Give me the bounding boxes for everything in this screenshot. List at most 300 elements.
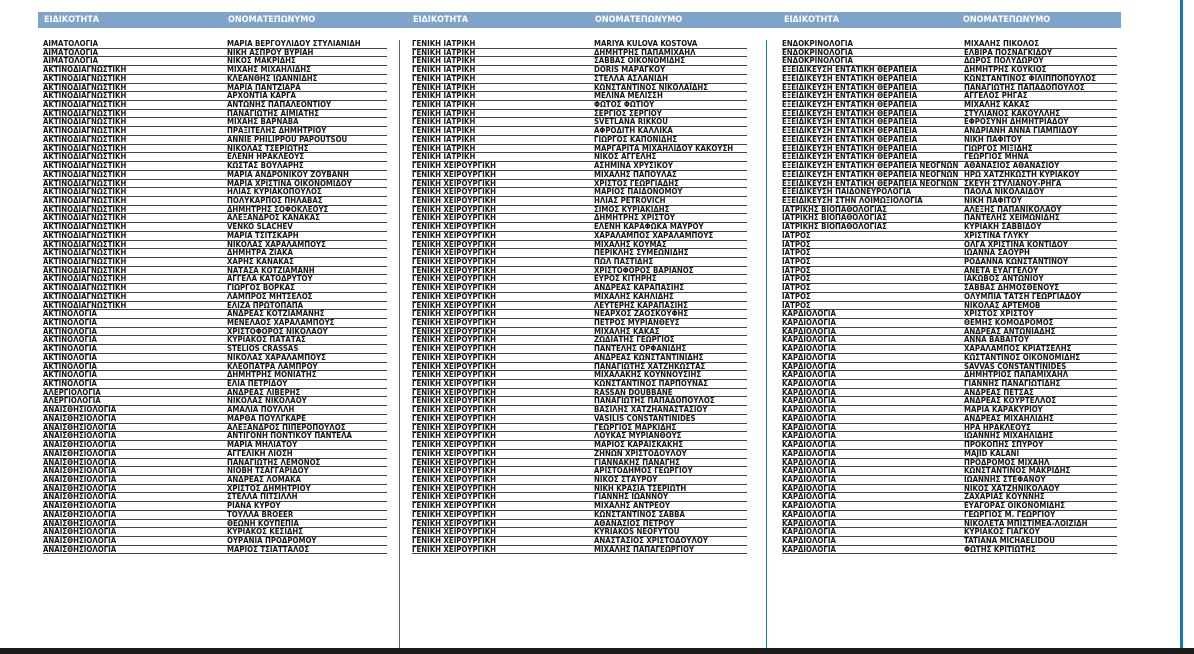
specialty-cell: ΕΞΕΙΔΙΚΕΥΣΗ ΕΝΤΑΤΙΚΗ ΘΕΡΑΠΕΙΑ ΝΕΟΓΝΩΝ xyxy=(782,169,959,179)
specialty-cell: ΙΑΤΡΟΣ xyxy=(782,239,811,249)
specialty-cell: ΙΑΤΡΟΣ xyxy=(782,274,811,284)
table-column-3 xyxy=(766,40,1121,654)
name-cell: ΑΛΕΞΑΝΔΡΟΣ ΠΙΠΕΡΟΠΟΥΛΟΣ xyxy=(227,422,346,432)
specialty-cell: ΓΕΝΙΚΗ ΧΕΙΡΟΥΡΓΙΚΗ xyxy=(412,195,497,205)
name-cell: ΚΩΝΣΤΑΝΤΙΝΟΣ ΦΙΛΙΠΠΟΠΟΥΛΟΣ xyxy=(964,73,1097,83)
name-cell: ΙΩΑΝΝΑ ΣΑΟΥΡΗ xyxy=(964,248,1030,258)
specialty-cell: ΓΕΝΙΚΗ ΙΑΤΡΙΚΗ xyxy=(412,134,476,144)
specialty-cell: ΚΑΡΔΙΟΛΟΓΙΑ xyxy=(782,518,836,528)
name-cell: ΧΑΡΗΣ ΚΑΝΑΚΑΣ xyxy=(227,256,294,266)
specialty-cell: ΑΚΤΙΝΟΛΟΓΙΑ xyxy=(43,344,97,354)
specialty-cell: ΓΕΝΙΚΗ ΧΕΙΡΟΥΡΓΙΚΗ xyxy=(412,527,497,537)
specialty-cell: ΑΛΕΡΓΙΟΛΟΓΙΑ xyxy=(43,396,101,406)
specialty-cell: ΓΕΝΙΚΗ ΧΕΙΡΟΥΡΓΙΚΗ xyxy=(412,265,497,275)
specialty-cell: ΑΝΑΙΣΘΗΣΙΟΛΟΓΙΑ xyxy=(43,440,117,450)
specialty-cell: ΓΕΝΙΚΗ ΧΕΙΡΟΥΡΓΙΚΗ xyxy=(412,274,497,284)
name-cell: RASSAN DOUBBANE xyxy=(594,387,673,397)
specialty-cell: ΚΑΡΔΙΟΛΟΓΙΑ xyxy=(782,431,836,441)
name-cell: ΓΙΑΝΝΗΣ ΙΩΑΝΝΟΥ xyxy=(594,492,669,502)
specialty-cell: ΓΕΝΙΚΗ ΙΑΤΡΙΚΗ xyxy=(412,152,476,162)
specialty-cell: ΓΕΝΙΚΗ ΙΑΤΡΙΚΗ xyxy=(412,100,476,110)
specialty-cell: ΑΝΑΙΣΘΗΣΙΟΛΟΓΙΑ xyxy=(43,535,117,545)
name-cell: ANNIE PHILIPPOU PAPOUTSOU xyxy=(227,134,348,144)
name-cell: ΜΙΧΑΛΗΣ ΠΙΚΟΛΟΣ xyxy=(964,40,1040,48)
specialty-cell: ΓΕΝΙΚΗ ΧΕΙΡΟΥΡΓΙΚΗ xyxy=(412,370,497,380)
specialty-cell: ΚΑΡΔΙΟΛΟΓΙΑ xyxy=(782,370,836,380)
specialty-cell: ΓΕΝΙΚΗ ΧΕΙΡΟΥΡΓΙΚΗ xyxy=(412,431,497,441)
specialty-cell: ΑΚΤΙΝΟΔΙΑΓΝΩΣΤΙΚΗ xyxy=(43,291,127,301)
specialty-cell: ΓΕΝΙΚΗ ΧΕΙΡΟΥΡΓΙΚΗ xyxy=(412,352,497,362)
name-cell: STELIOS CRASSAS xyxy=(227,344,299,354)
name-cell: ΣΚΕΥΗ ΣΤΥΛΙΑΝΟΥ-ΡΗΓΑ xyxy=(964,178,1062,188)
specialty-cell: ΑΚΤΙΝΟΛΟΓΙΑ xyxy=(43,326,97,336)
specialty-cell: ΑΝΑΙΣΘΗΣΙΟΛΟΓΙΑ xyxy=(43,431,117,441)
name-cell: ΜΙΧΑΛΗΣ ΚΟΥΜΑΣ xyxy=(594,239,667,249)
specialty-cell: ΓΕΝΙΚΗ ΧΕΙΡΟΥΡΓΙΚΗ xyxy=(412,169,497,179)
name-cell: ΜΑΡΙΟΣ ΤΣΙΑΤΤΑΛΟΣ xyxy=(227,544,310,554)
name-cell: ΠΡΑΞΙΤΕΛΗΣ ΔΗΜΗΤΡΙΟΥ xyxy=(227,126,327,136)
specialty-cell: ΕΞΕΙΔΙΚΕΥΣΗ ΕΝΤΑΤΙΚΗ ΘΕΡΑΠΕΙΑ xyxy=(782,91,918,101)
name-cell: ΙΩΑΝΝΗΣ ΣΤΕΦΑΝΟΥ xyxy=(964,474,1046,484)
name-cell: ΓΙΑΝΝΗΣ ΠΑΝΑΓΙΩΤΙΔΗΣ xyxy=(964,379,1061,389)
name-cell: ΡΙΑΝΑ ΚΥΡΟΥ xyxy=(227,501,281,511)
name-cell: ΠΑΝΑΓΙΩΤΗΣ ΠΑΠΑΔΟΠΟΥΛΟΣ xyxy=(964,82,1085,92)
name-cell: ΠΡΟΔΡΟΜΟΣ ΜΙΧΑΗΛ xyxy=(964,457,1050,467)
specialty-cell: ΚΑΡΔΙΟΛΟΓΙΑ xyxy=(782,361,836,371)
name-cell: ΣΑΒΒΑΣ ΔΗΜΟΣΘΕΝΟΥΣ xyxy=(964,283,1060,293)
name-cell: ΑΝΤΙΓΟΝΗ ΠΟΝΤΙΚΟΥ ΠΑΝΤΕΛΑ xyxy=(227,431,352,441)
name-cell: ΙΑΚΩΒΟΣ ΑΝΤΩΝΙΟΥ xyxy=(964,274,1044,284)
specialty-cell: ΕΞΕΙΔΙΚΕΥΣΗ ΕΝΤΑΤΙΚΗ ΘΕΡΑΠΕΙΑ xyxy=(782,143,918,153)
name-cell: ΜΑΡΙΑ ΠΑΝΤΖΙΑΡΑ xyxy=(227,82,301,92)
specialty-cell: ΕΞΕΙΔΙΚΕΥΣΗ ΕΝΤΑΤΙΚΗ ΘΕΡΑΠΕΙΑ xyxy=(782,65,918,75)
name-cell: ΑΓΓΕΛΙΚΗ ΛΙΟΣΗ xyxy=(227,448,293,458)
specialty-cell: ΚΑΡΔΙΟΛΟΓΙΑ xyxy=(782,396,836,406)
specialty-cell: ΕΝΔΟΚΡΙΝΟΛΟΓΙΑ xyxy=(782,47,853,57)
name-cell: ΧΡΙΣΤΟΦΟΡΟΣ ΝΙΚΟΛΑΟΥ xyxy=(227,326,328,336)
name-cell: ΔΗΜΗΤΡΗΣ ΚΟΥΚΙΟΣ xyxy=(964,65,1047,75)
name-cell: ΠΡΟΚΟΠΗΣ ΣΠΥΡΟΥ xyxy=(964,440,1044,450)
specialty-cell: ΚΑΡΔΙΟΛΟΓΙΑ xyxy=(782,501,836,511)
name-cell: ΔΗΜΗΤΡΗΣ ΧΡΙΣΤΟΥ xyxy=(594,213,675,223)
header-specialty-3: ΕΙΔΙΚΟΤΗΤΑ xyxy=(784,15,840,25)
name-cell: ΜΑΡΙΑ ΧΡΙΣΤΙΝΑ ΟΙΚΟΝΟΜΙΔΟΥ xyxy=(227,178,352,188)
specialty-cell: ΓΕΝΙΚΗ ΧΕΙΡΟΥΡΓΙΚΗ xyxy=(412,379,497,389)
name-cell: ΖΑΧΑΡΙΑΣ ΚΟΥΝΝΗΣ xyxy=(964,492,1045,502)
specialty-cell: ΑΝΑΙΣΘΗΣΙΟΛΟΓΙΑ xyxy=(43,527,117,537)
name-cell: ΑΛΕΞΑΝΔΡΟΣ ΚΑΝΑΚΑΣ xyxy=(227,213,320,223)
name-cell: TATIANA MICHAELIDOU xyxy=(964,535,1055,545)
name-cell: ΑΝΑΣΤΑΣΙΟΣ ΧΡΙΣΤΟΔΟΥΛΟΥ xyxy=(594,535,708,545)
specialty-cell: ΚΑΡΔΙΟΛΟΓΙΑ xyxy=(782,413,836,423)
name-cell: ΑΝΔΡΕΑΣ ΚΟΤΖΙΑΜΑΝΗΣ xyxy=(227,309,325,319)
specialty-cell: ΙΑΤΡΟΣ xyxy=(782,300,811,310)
name-cell: ΑΝΔΡΕΑΣ ΚΑΡΑΠΑΣΙΗΣ xyxy=(594,283,685,293)
specialty-cell: ΑΚΤΙΝΟΔΙΑΓΝΩΣΤΙΚΗ xyxy=(43,100,127,110)
name-cell: MARIYA KULOVA KOSTOVA xyxy=(594,40,698,48)
specialty-cell: ΓΕΝΙΚΗ ΙΑΤΡΙΚΗ xyxy=(412,40,476,48)
specialty-cell: ΓΕΝΙΚΗ ΧΕΙΡΟΥΡΓΙΚΗ xyxy=(412,361,497,371)
specialty-cell: ΚΑΡΔΙΟΛΟΓΙΑ xyxy=(782,318,836,327)
specialty-cell: ΓΕΝΙΚΗ ΧΕΙΡΟΥΡΓΙΚΗ xyxy=(412,440,497,450)
specialty-cell: ΚΑΡΔΙΟΛΟΓΙΑ xyxy=(782,483,836,493)
specialty-cell: ΓΕΝΙΚΗ ΧΕΙΡΟΥΡΓΙΚΗ xyxy=(412,483,497,493)
specialty-cell: ΙΑΤΡΙΚΗΣ ΒΙΟΠΑΘΟΛΟΓΙΑΣ xyxy=(782,222,887,232)
name-cell: KYRIAKOS NEOFYTOU xyxy=(594,527,680,537)
table-row xyxy=(782,223,1117,232)
name-cell: MAJID KALANI xyxy=(964,448,1020,458)
name-cell: ΚΩΣΤΑΣ ΒΟΥΛΑΡΗΣ xyxy=(227,161,304,171)
name-cell: ΜΑΡΙΑ ΜΗΛΙΑΤΟΥ xyxy=(227,440,298,450)
specialty-cell: ΓΕΝΙΚΗ ΧΕΙΡΟΥΡΓΙΚΗ xyxy=(412,457,497,467)
name-cell: ΗΛΙΑΣ ΚΥΡΙΑΚΟΠΟΥΛΟΣ xyxy=(227,187,322,197)
specialty-cell: ΑΝΑΙΣΘΗΣΙΟΛΟΓΙΑ xyxy=(43,501,117,511)
specialty-cell: ΓΕΝΙΚΗ ΧΕΙΡΟΥΡΓΙΚΗ xyxy=(412,222,497,232)
name-cell: ΠΑΝΑΓΙΩΤΗΣ ΧΑΤΖΗΚΩΣΤΑΣ xyxy=(594,361,706,371)
name-cell: ΜΙΧΑΛΗΣ ΚΑΚΑΣ xyxy=(964,100,1030,110)
name-cell: ΖΗΝΩΝ ΧΡΙΣΤΟΔΟΥΛΟΥ xyxy=(594,448,687,458)
specialty-cell: ΓΕΝΙΚΗ ΧΕΙΡΟΥΡΓΙΚΗ xyxy=(412,344,497,354)
name-cell: ΚΩΝΣΤΑΝΤΙΝΟΣ ΝΙΚΟΛΑΪΔΗΣ xyxy=(594,82,709,92)
name-cell: ΧΑΡΑΛΑΜΠΟΣ ΧΑΡΑΛΑΜΠΟΥΣ xyxy=(594,230,714,240)
specialty-cell: ΓΕΝΙΚΗ ΧΕΙΡΟΥΡΓΙΚΗ xyxy=(412,300,497,310)
specialty-cell: ΑΚΤΙΝΟΔΙΑΓΝΩΣΤΙΚΗ xyxy=(43,256,127,266)
specialty-cell: ΑΚΤΙΝΟΔΙΑΓΝΩΣΤΙΚΗ xyxy=(43,239,127,249)
table-row xyxy=(782,275,1117,284)
specialty-cell: ΚΑΡΔΙΟΛΟΓΙΑ xyxy=(782,326,836,336)
specialty-cell: ΚΑΡΔΙΟΛΟΓΙΑ xyxy=(782,544,836,554)
table-header xyxy=(38,12,1121,28)
specialty-cell: ΑΚΤΙΝΟΔΙΑΓΝΩΣΤΙΚΗ xyxy=(43,65,127,75)
name-cell: ΚΥΡΙΑΚΟΣ ΓΙΑΓΚΟΥ xyxy=(964,527,1040,537)
specialty-cell: ΑΝΑΙΣΘΗΣΙΟΛΟΓΙΑ xyxy=(43,422,117,432)
name-cell: ΑΝΝΑ ΒΑΒΑΙΤΟΥ xyxy=(964,335,1030,345)
specialty-cell: ΑΚΤΙΝΟΔΙΑΓΝΩΣΤΙΚΗ xyxy=(43,117,127,127)
name-cell: ΚΩΝΣΤΑΝΤΙΝΟΣ ΜΑΚΡΙΔΗΣ xyxy=(964,466,1071,476)
specialty-cell: ΚΑΡΔΙΟΛΟΓΙΑ xyxy=(782,474,836,484)
name-cell: ΛΕΥΤΕΡΗΣ ΚΑΡΑΠΑΣΙΗΣ xyxy=(594,300,688,310)
name-cell: ΗΡΑ ΗΡΑΚΛΕΟΥΣ xyxy=(964,422,1031,432)
specialty-cell: ΕΞΕΙΔΙΚΕΥΣΗ ΕΝΤΑΤΙΚΗ ΘΕΡΑΠΕΙΑ xyxy=(782,82,918,92)
name-cell: VENKO SLACHEV xyxy=(227,222,293,232)
header-specialty-2: ΕΙΔΙΚΟΤΗΤΑ xyxy=(413,15,469,25)
name-cell: ΝΙΚΟΛΑΣ ΧΑΡΑΛΑΜΠΟΥΣ xyxy=(227,239,326,249)
name-cell: ΖΩΔΙΑΤΗΣ ΓΕΩΡΓΙΟΣ xyxy=(594,335,675,345)
specialty-cell: ΑΚΤΙΝΟΛΟΓΙΑ xyxy=(43,335,97,345)
specialty-cell: ΓΕΝΙΚΗ ΧΕΙΡΟΥΡΓΙΚΗ xyxy=(412,213,497,223)
specialty-cell: ΑΚΤΙΝΟΔΙΑΓΝΩΣΤΙΚΗ xyxy=(43,143,127,153)
specialty-cell: ΑΚΤΙΝΟΔΙΑΓΝΩΣΤΙΚΗ xyxy=(43,73,127,83)
specialty-cell: ΑΝΑΙΣΘΗΣΙΟΛΟΓΙΑ xyxy=(43,405,117,415)
specialty-cell: ΑΝΑΙΣΘΗΣΙΟΛΟΓΙΑ xyxy=(43,492,117,502)
header-name-2: ΟΝΟΜΑΤΕΠΩΝΥΜΟ xyxy=(595,15,683,25)
specialty-cell: ΑΝΑΙΣΘΗΣΙΟΛΟΓΙΑ xyxy=(43,509,117,519)
name-cell: ΕΛΙΑ ΠΕΤΡΙΔΟΥ xyxy=(227,379,288,389)
specialty-cell: ΚΑΡΔΙΟΛΟΓΙΑ xyxy=(782,422,836,432)
name-cell: ΧΡΙΣΤΟΣ ΔΗΜΗΤΡΙΟΥ xyxy=(227,483,311,493)
name-cell: ΑΜΑΛΙΑ ΠΟΥΛΛΗ xyxy=(227,405,295,415)
specialty-cell: ΕΞΕΙΔΙΚΕΥΣΗ ΕΝΤΑΤΙΚΗ ΘΕΡΑΠΕΙΑ xyxy=(782,126,918,136)
name-cell: ΚΥΡΙΑΚΗ ΣΑΒΒΙΔΟΥ xyxy=(964,222,1042,232)
name-cell: ΑΝΔΡΕΑΣ ΚΟΥΡΤΕΛΛΟΣ xyxy=(964,396,1057,406)
specialty-cell: ΓΕΝΙΚΗ ΧΕΙΡΟΥΡΓΙΚΗ xyxy=(412,187,497,197)
table-row xyxy=(782,241,1117,250)
specialty-cell: ΓΕΝΙΚΗ ΙΑΤΡΙΚΗ xyxy=(412,91,476,101)
bottom-edge xyxy=(0,648,1194,654)
name-cell: ΑΓΓΕΛΟΣ ΡΗΓΑΣ xyxy=(964,91,1028,101)
specialty-cell: ΑΝΑΙΣΘΗΣΙΟΛΟΓΙΑ xyxy=(43,544,117,554)
name-cell: ΧΡΙΣΤΙΝΑ ΓΛΥΚΥ xyxy=(964,230,1029,240)
specialty-cell: ΑΚΤΙΝΟΔΙΑΓΝΩΣΤΙΚΗ xyxy=(43,82,127,92)
name-cell: ΧΑΡΑΛΑΜΠΟΣ ΚΡΙΑΤΣΕΛΗΣ xyxy=(964,344,1072,354)
name-cell: ΠΟΛΥΚΑΡΠΟΣ ΠΗΛΑΒΑΣ xyxy=(227,195,323,205)
name-cell: ΑΦΡΟΔΙΤΗ ΚΑΛΛΙΚΑ xyxy=(594,126,673,136)
specialty-cell: ΚΑΡΔΙΟΛΟΓΙΑ xyxy=(782,335,836,345)
name-cell: ΕΛΕΝΗ ΗΡΑΚΛΕΟΥΣ xyxy=(227,152,305,162)
name-cell: ΑΡΧΟΝΤΙΑ ΚΑΡΓΑ xyxy=(227,91,296,101)
header-specialty-1: ΕΙΔΙΚΟΤΗΤΑ xyxy=(44,15,100,25)
name-cell: ΣΙΜΟΣ ΚΥΡΙΑΚΙΔΗΣ xyxy=(594,204,670,214)
specialty-cell: ΓΕΝΙΚΗ ΧΕΙΡΟΥΡΓΙΚΗ xyxy=(412,318,497,327)
name-cell: ΣΑΒΒΑΣ ΟΙΚΟΝΟΜΙΔΗΣ xyxy=(594,56,686,66)
specialty-cell: ΚΑΡΔΙΟΛΟΓΙΑ xyxy=(782,309,836,319)
specialty-cell: ΙΑΤΡΟΣ xyxy=(782,256,811,266)
specialty-cell: ΑΙΜΑΤΟΛΟΓΙΑ xyxy=(43,40,99,48)
specialty-cell: ΚΑΡΔΙΟΛΟΓΙΑ xyxy=(782,466,836,476)
specialty-cell: ΚΑΡΔΙΟΛΟΓΙΑ xyxy=(782,457,836,467)
specialty-cell: ΑΚΤΙΝΟΛΟΓΙΑ xyxy=(43,352,97,362)
specialty-cell: ΙΑΤΡΟΣ xyxy=(782,265,811,275)
name-cell: ΝΙΚΟΣ ΜΑΚΡΙΔΗΣ xyxy=(227,56,296,66)
specialty-cell: ΚΑΡΔΙΟΛΟΓΙΑ xyxy=(782,527,836,537)
name-cell: ΜΑΡΙΑ ΒΕΡΓΟΥΛΙΔΟΥ ΣΤΥΛΙΑΝΙΔΗ xyxy=(227,40,361,48)
name-cell: ΜΑΡΙΑ ΑΝΔΡΟΝΙΚΟΥ ΖΟΥΒΑΝΗ xyxy=(227,169,349,179)
name-cell: ΑΝΔΡΕΑΣ ΑΝΤΩΝΙΑΔΗΣ xyxy=(964,326,1056,336)
specialty-cell: ΚΑΡΔΙΟΛΟΓΙΑ xyxy=(782,405,836,415)
name-cell: ΦΩΤΗΣ ΚΡΙΤΙΩΤΗΣ xyxy=(964,544,1036,554)
name-cell: ΜΑΡΓΑΡΙΤΑ ΜΙΧΑΗΛΙΔΟΥ ΚΑΚΟΥΣΗ xyxy=(594,143,734,153)
name-cell: ΚΛΕΑΝΘΗΣ ΙΩΑΝΝΙΔΗΣ xyxy=(227,73,318,83)
specialty-cell: ΓΕΝΙΚΗ ΧΕΙΡΟΥΡΓΙΚΗ xyxy=(412,466,497,476)
name-cell: ΝΙΚΗ ΚΡΑΣΙΑ ΤΣΕΡΙΩΤΗ xyxy=(594,483,687,493)
left-margin xyxy=(0,0,14,654)
table-column-1 xyxy=(43,40,387,654)
specialty-cell: ΓΕΝΙΚΗ ΙΑΤΡΙΚΗ xyxy=(412,73,476,83)
name-cell: ΠΩΛ ΠΑΣΤΙΔΗΣ xyxy=(594,256,654,266)
name-cell: ΑΣΗΜΙΝΑ ΧΡΥΣΙΚΟΥ xyxy=(594,161,673,171)
specialty-cell: ΑΛΕΡΓΙΟΛΟΓΙΑ xyxy=(43,387,101,397)
specialty-cell: ΓΕΝΙΚΗ ΧΕΙΡΟΥΡΓΙΚΗ xyxy=(412,535,497,545)
specialty-cell: ΓΕΝΙΚΗ ΙΑΤΡΙΚΗ xyxy=(412,143,476,153)
specialty-cell: ΑΝΑΙΣΘΗΣΙΟΛΟΓΙΑ xyxy=(43,413,117,423)
name-cell: ΑΝΔΡΙΑΝΗ ΑΝΝΑ ΓΙΑΜΠΙΔΟΥ xyxy=(964,126,1078,136)
name-cell: ΟΛΓΑ ΧΡΙΣΤΙΝΑ ΚΟΝΤΙΔΟΥ xyxy=(964,239,1068,249)
name-cell: ΝΙΚΗ ΠΑΦΙΤΟΥ xyxy=(964,134,1022,144)
name-cell: ΕΛΒΙΡΑ ΠΟΣΝΑΓΚΙΔΟΥ xyxy=(964,47,1053,57)
specialty-cell: ΑΚΤΙΝΟΔΙΑΓΝΩΣΤΙΚΗ xyxy=(43,248,127,258)
specialty-cell: ΓΕΝΙΚΗ ΧΕΙΡΟΥΡΓΙΚΗ xyxy=(412,448,497,458)
specialty-cell: ΓΕΝΙΚΗ ΧΕΙΡΟΥΡΓΙΚΗ xyxy=(412,509,497,519)
specialty-cell: ΚΑΡΔΙΟΛΟΓΙΑ xyxy=(782,352,836,362)
name-cell: ΝΙΚΟΛΕΤΑ ΜΠΙΣΤΙΜΕΑ-ΛΟΙΖΙΔΗ xyxy=(964,518,1088,528)
name-cell: ΚΩΝΣΤΑΝΤΙΝΟΣ ΠΑΡΠΟΥΝΑΣ xyxy=(594,379,709,389)
name-cell: ΧΡΙΣΤΟΣ ΧΡΙΣΤΟΥ xyxy=(964,309,1034,319)
name-cell: ΝΙΚΟΣ ΑΓΓΕΛΗΣ xyxy=(594,152,657,162)
name-cell: SVETLANA RIKKOU xyxy=(594,117,668,127)
header-name-3: ΟΝΟΜΑΤΕΠΩΝΥΜΟ xyxy=(963,15,1051,25)
name-cell: ΑΘΑΝΑΣΙΟΣ ΑΘΑΝΑΣΙΟΥ xyxy=(964,161,1060,171)
name-cell: ΚΥΡΙΑΚΟΣ ΠΑΤΑΤΑΣ xyxy=(227,335,306,345)
specialty-cell: ΑΝΑΙΣΘΗΣΙΟΛΟΓΙΑ xyxy=(43,474,117,484)
specialty-cell: ΓΕΝΙΚΗ ΧΕΙΡΟΥΡΓΙΚΗ xyxy=(412,248,497,258)
specialty-cell: ΓΕΝΙΚΗ ΙΑΤΡΙΚΗ xyxy=(412,126,476,136)
specialty-cell: ΚΑΡΔΙΟΛΟΓΙΑ xyxy=(782,387,836,397)
name-cell: ΓΙΩΡΓΟΣ ΜΙΞΙΔΗΣ xyxy=(964,143,1033,153)
specialty-cell: ΑΙΜΑΤΟΛΟΓΙΑ xyxy=(43,47,99,57)
specialty-cell: ΓΕΝΙΚΗ ΧΕΙΡΟΥΡΓΙΚΗ xyxy=(412,239,497,249)
specialty-cell: ΑΚΤΙΝΟΔΙΑΓΝΩΣΤΙΚΗ xyxy=(43,187,127,197)
specialty-cell: ΚΑΡΔΙΟΛΟΓΙΑ xyxy=(782,344,836,354)
name-cell: ΚΛΕΟΠΑΤΡΑ ΛΑΜΠΡΟΥ xyxy=(227,361,318,371)
name-cell: ΜΙΧΑΗΣ ΜΙΧΑΗΛΙΔΗΣ xyxy=(227,65,311,75)
specialty-cell: ΓΕΝΙΚΗ ΙΑΤΡΙΚΗ xyxy=(412,82,476,92)
name-cell: ΔΗΜΗΤΡΗΣ ΣΟΦΟΚΛΕΟΥΣ xyxy=(227,204,329,214)
name-cell: ΤΟΥΛΛΑ BROEER xyxy=(227,509,294,519)
specialty-cell: ΑΚΤΙΝΟΛΟΓΙΑ xyxy=(43,309,97,319)
specialty-cell: ΕΞΕΙΔΙΚΕΥΣΗ ΕΝΤΑΤΙΚΗ ΘΕΡΑΠΕΙΑ ΝΕΟΓΝΩΝ xyxy=(782,178,959,188)
name-cell: ΠΑΝΑΓΙΩΤΗΣ ΛΕΜΟΝΟΣ xyxy=(227,457,321,467)
specialty-cell: ΕΞΕΙΔΙΚΕΥΣΗ ΠΑΙΔΟΝΕΥΡΟΛΟΓΙΑ xyxy=(782,187,912,197)
specialty-cell: ΓΕΝΙΚΗ ΧΕΙΡΟΥΡΓΙΚΗ xyxy=(412,501,497,511)
specialty-cell: ΚΑΡΔΙΟΛΟΓΙΑ xyxy=(782,379,836,389)
specialty-cell: ΓΕΝΙΚΗ ΙΑΤΡΙΚΗ xyxy=(412,47,476,57)
name-cell: ΠΑΝΑΓΙΩΤΗΣ ΑΙΜΙΑΤΗΣ xyxy=(227,108,320,118)
specialty-cell: ΑΝΑΙΣΘΗΣΙΟΛΟΓΙΑ xyxy=(43,518,117,528)
specialty-cell: ΑΚΤΙΝΟΔΙΑΓΝΩΣΤΙΚΗ xyxy=(43,300,127,310)
specialty-cell: ΑΚΤΙΝΟΛΟΓΙΑ xyxy=(43,370,97,380)
name-cell: ΜΙΧΑΛΑΚΗΣ ΚΟΥΝΝΟΥΣΙΗΣ xyxy=(594,370,702,380)
name-cell: VASILIS CONSTANTINIDES xyxy=(594,413,696,423)
name-cell: ΝΙΚΗ ΠΑΦΙΤΟΥ xyxy=(964,195,1022,205)
name-cell: ΠΕΤΡΟΣ ΜΥΡΙΑΝΘΕΥΣ xyxy=(594,318,680,327)
name-cell: ΠΕΡΙΚΛΗΣ ΣΥΜΕΩΝΙΔΗΣ xyxy=(594,248,689,258)
document-page xyxy=(38,12,1121,654)
name-cell: ΑΝΔΡΕΑΣ ΛΟΜΑΚΑ xyxy=(227,474,301,484)
name-cell: ΦΩΤΟΣ ΦΩΤΙΟΥ xyxy=(594,100,655,110)
specialty-cell: ΑΚΤΙΝΟΔΙΑΓΝΩΣΤΙΚΗ xyxy=(43,195,127,205)
name-cell: ΝΙΚΟΣ ΣΤΑΥΡΟΥ xyxy=(594,474,658,484)
specialty-cell: ΚΑΡΔΙΟΛΟΓΙΑ xyxy=(782,535,836,545)
specialty-cell: ΑΚΤΙΝΟΔΙΑΓΝΩΣΤΙΚΗ xyxy=(43,230,127,240)
name-cell: ΕΛΙΖΑ ΠΡΩΤΟΠΑΠΑ xyxy=(227,300,304,310)
name-cell: ΝΑΤΑΣΑ ΚΟΤΖΙΑΜΑΝΗ xyxy=(227,265,315,275)
specialty-cell: ΑΝΑΙΣΘΗΣΙΟΛΟΓΙΑ xyxy=(43,483,117,493)
specialty-cell: ΓΕΝΙΚΗ ΧΕΙΡΟΥΡΓΙΚΗ xyxy=(412,291,497,301)
specialty-cell: ΚΑΡΔΙΟΛΟΓΙΑ xyxy=(782,440,836,450)
specialty-cell: ΑΚΤΙΝΟΔΙΑΓΝΩΣΤΙΚΗ xyxy=(43,274,127,284)
specialty-cell: ΓΕΝΙΚΗ ΧΕΙΡΟΥΡΓΙΚΗ xyxy=(412,256,497,266)
name-cell: ΑΛΕΞΗΣ ΠΑΠΑΝΙΚΟΛΑΟΥ xyxy=(964,204,1062,214)
name-cell: ΗΛΙΑΣ PETROVICH xyxy=(594,195,666,205)
name-cell: ΑΝΔΡΕΑΣ ΛΙΒΕΡΗΣ xyxy=(227,387,301,397)
name-cell: ΔΗΜΗΤΡΙΟΣ ΠΑΠΑΜΙΧΑΗΛ xyxy=(964,370,1069,380)
name-cell: ΣΤΕΛΛΑ ΠΙΤΣΙΛΛΗ xyxy=(227,492,298,502)
name-cell: ΑΝΤΩΝΗΣ ΠΑΠΑΛΕΟΝΤΙΟΥ xyxy=(227,100,332,110)
name-cell: ΝΙΚΟΛΑΣ ΝΙΚΟΛΑΟΥ xyxy=(227,396,307,406)
name-cell: ΜΑΡΙΟΣ ΠΑΙΔΟΝΟΜΟΥ xyxy=(594,187,683,197)
specialty-cell: ΓΕΝΙΚΗ ΙΑΤΡΙΚΗ xyxy=(412,56,476,66)
specialty-cell: ΙΑΤΡΟΣ xyxy=(782,291,811,301)
name-cell: DORIS ΜΑΡΑΓΚΟΥ xyxy=(594,65,666,75)
specialty-cell: ΕΞΕΙΔΙΚΕΥΣΗ ΕΝΤΑΤΙΚΗ ΘΕΡΑΠΕΙΑ xyxy=(782,117,918,127)
specialty-cell: ΓΕΝΙΚΗ ΧΕΙΡΟΥΡΓΙΚΗ xyxy=(412,309,497,319)
specialty-cell: ΓΕΝΙΚΗ ΧΕΙΡΟΥΡΓΙΚΗ xyxy=(412,178,497,188)
specialty-cell: ΓΕΝΙΚΗ ΙΑΤΡΙΚΗ xyxy=(412,117,476,127)
name-cell: ΠΑΟΛΑ ΝΙΚΟΛΑΙΔΟΥ xyxy=(964,187,1045,197)
name-cell: ΜΑΡΙΟΣ ΚΑΡΑΙΣΚΑΚΗΣ xyxy=(594,440,684,450)
table-row xyxy=(412,546,747,555)
name-cell: ΡΟΔΑΝΝΑ ΚΩΝΣΤΑΝΤΙΝΟΥ xyxy=(964,256,1069,266)
specialty-cell: ΑΚΤΙΝΟΔΙΑΓΝΩΣΤΙΚΗ xyxy=(43,152,127,162)
table-column-2 xyxy=(399,40,755,654)
specialty-cell: ΑΚΤΙΝΟΔΙΑΓΝΩΣΤΙΚΗ xyxy=(43,265,127,275)
specialty-cell: ΑΝΑΙΣΘΗΣΙΟΛΟΓΙΑ xyxy=(43,448,117,458)
specialty-cell: ΓΕΝΙΚΗ ΧΕΙΡΟΥΡΓΙΚΗ xyxy=(412,283,497,293)
specialty-cell: ΓΕΝΙΚΗ ΧΕΙΡΟΥΡΓΙΚΗ xyxy=(412,544,497,554)
name-cell: ΣΤΕΛΛΑ ΑΣΛΑΝΙΔΗ xyxy=(594,73,668,83)
table-row xyxy=(782,546,1117,555)
specialty-cell: ΑΚΤΙΝΟΔΙΑΓΝΩΣΤΙΚΗ xyxy=(43,178,127,188)
name-cell: ΑΓΓΕΛΑ ΚΑΤΟΔΡΥΤΟΥ xyxy=(227,274,313,284)
specialty-cell: ΕΞΕΙΔΙΚΕΥΣΗ ΕΝΤΑΤΙΚΗ ΘΕΡΑΠΕΙΑ xyxy=(782,73,918,83)
name-cell: ΜΕΝΕΛΑΟΣ ΧΑΡΑΛΑΜΠΟΥΣ xyxy=(227,318,335,327)
table-row xyxy=(43,546,387,555)
specialty-cell: ΕΞΕΙΔΙΚΕΥΣΗ ΕΝΤΑΤΙΚΗ ΘΕΡΑΠΕΙΑ xyxy=(782,108,918,118)
header-name-1: ΟΝΟΜΑΤΕΠΩΝΥΜΟ xyxy=(228,15,316,25)
name-cell: ΝΙΟΒΗ ΤΣΑΓΓΑΡΙΔΟΥ xyxy=(227,466,309,476)
name-cell: ΓΙΑΝΝΑΚΗΣ ΠΑΝΑΓΗΣ xyxy=(594,457,680,467)
specialty-cell: ΕΞΕΙΔΙΚΕΥΣΗ ΣΤΗΝ ΛΟΙΜΩΞΙΟΛΟΓΙΑ xyxy=(782,195,923,205)
name-cell: ΕΦΡΟΣΥΝΗ ΔΗΜΗΤΡΙΑΔΟΥ xyxy=(964,117,1069,127)
specialty-cell: ΙΑΤΡΙΚΗΣ ΒΙΟΠΑΘΟΛΟΓΙΑΣ xyxy=(782,204,887,214)
specialty-cell: ΓΕΝΙΚΗ ΧΕΙΡΟΥΡΓΙΚΗ xyxy=(412,396,497,406)
specialty-cell: ΕΞΕΙΔΙΚΕΥΣΗ ΕΝΤΑΤΙΚΗ ΘΕΡΑΠΕΙΑ ΝΕΟΓΝΩΝ xyxy=(782,161,959,171)
specialty-cell: ΓΕΝΙΚΗ ΧΕΙΡΟΥΡΓΙΚΗ xyxy=(412,387,497,397)
specialty-cell: ΑΝΑΙΣΘΗΣΙΟΛΟΓΙΑ xyxy=(43,457,117,467)
specialty-cell: ΙΑΤΡΟΣ xyxy=(782,283,811,293)
specialty-cell: ΓΕΝΙΚΗ ΧΕΙΡΟΥΡΓΙΚΗ xyxy=(412,326,497,336)
table-row xyxy=(782,267,1117,276)
name-cell: ΝΙΚΗ ΑΣΠΡΟΥ ΒΥΡΙΑΗ xyxy=(227,47,314,57)
table-row xyxy=(782,293,1117,302)
name-cell: ΟΥΡΑΝΙΑ ΠΡΟΔΡΟΜΟΥ xyxy=(227,535,317,545)
name-cell: ΑΡΙΣΤΟΔΗΜΟΣ ΓΕΩΡΓΙΟΥ xyxy=(594,466,693,476)
name-cell: ΓΕΩΡΓΙΟΣ ΜΑΡΚΙΔΗΣ xyxy=(594,422,677,432)
specialty-cell: ΑΚΤΙΝΟΔΙΑΓΝΩΣΤΙΚΗ xyxy=(43,161,127,171)
table-row xyxy=(782,258,1117,267)
name-cell: ΣΕΡΓΙΟΣ ΣΕΡΓΙΟΥ xyxy=(594,108,662,118)
specialty-cell: ΕΝΔΟΚΡΙΝΟΛΟΓΙΑ xyxy=(782,40,853,48)
name-cell: ΚΩΝΣΤΑΝΤΙΝΟΣ ΣΑΒΒΑ xyxy=(594,509,685,519)
specialty-cell: ΓΕΝΙΚΗ ΧΕΙΡΟΥΡΓΙΚΗ xyxy=(412,518,497,528)
name-cell: ΝΕΑΡΧΟΣ ΖΑΟΣΚΟΥΦΗΣ xyxy=(594,309,689,319)
name-cell: ΕΥΑΓΟΡΑΣ ΟΙΚΟΝΟΜΙΔΗΣ xyxy=(964,501,1066,511)
specialty-cell: ΚΑΡΔΙΟΛΟΓΙΑ xyxy=(782,448,836,458)
name-cell: ΜΙΧΑΛΗΣ ΑΝΤΡΕΟΥ xyxy=(594,501,671,511)
name-cell: ΜΑΡΘΑ ΠΟΥΛΓΚΑΡΕ xyxy=(227,413,306,423)
name-cell: ΜΙΧΑΛΗΣ ΚΑΚΑΣ xyxy=(594,326,660,336)
specialty-cell: ΑΚΤΙΝΟΔΙΑΓΝΩΣΤΙΚΗ xyxy=(43,91,127,101)
